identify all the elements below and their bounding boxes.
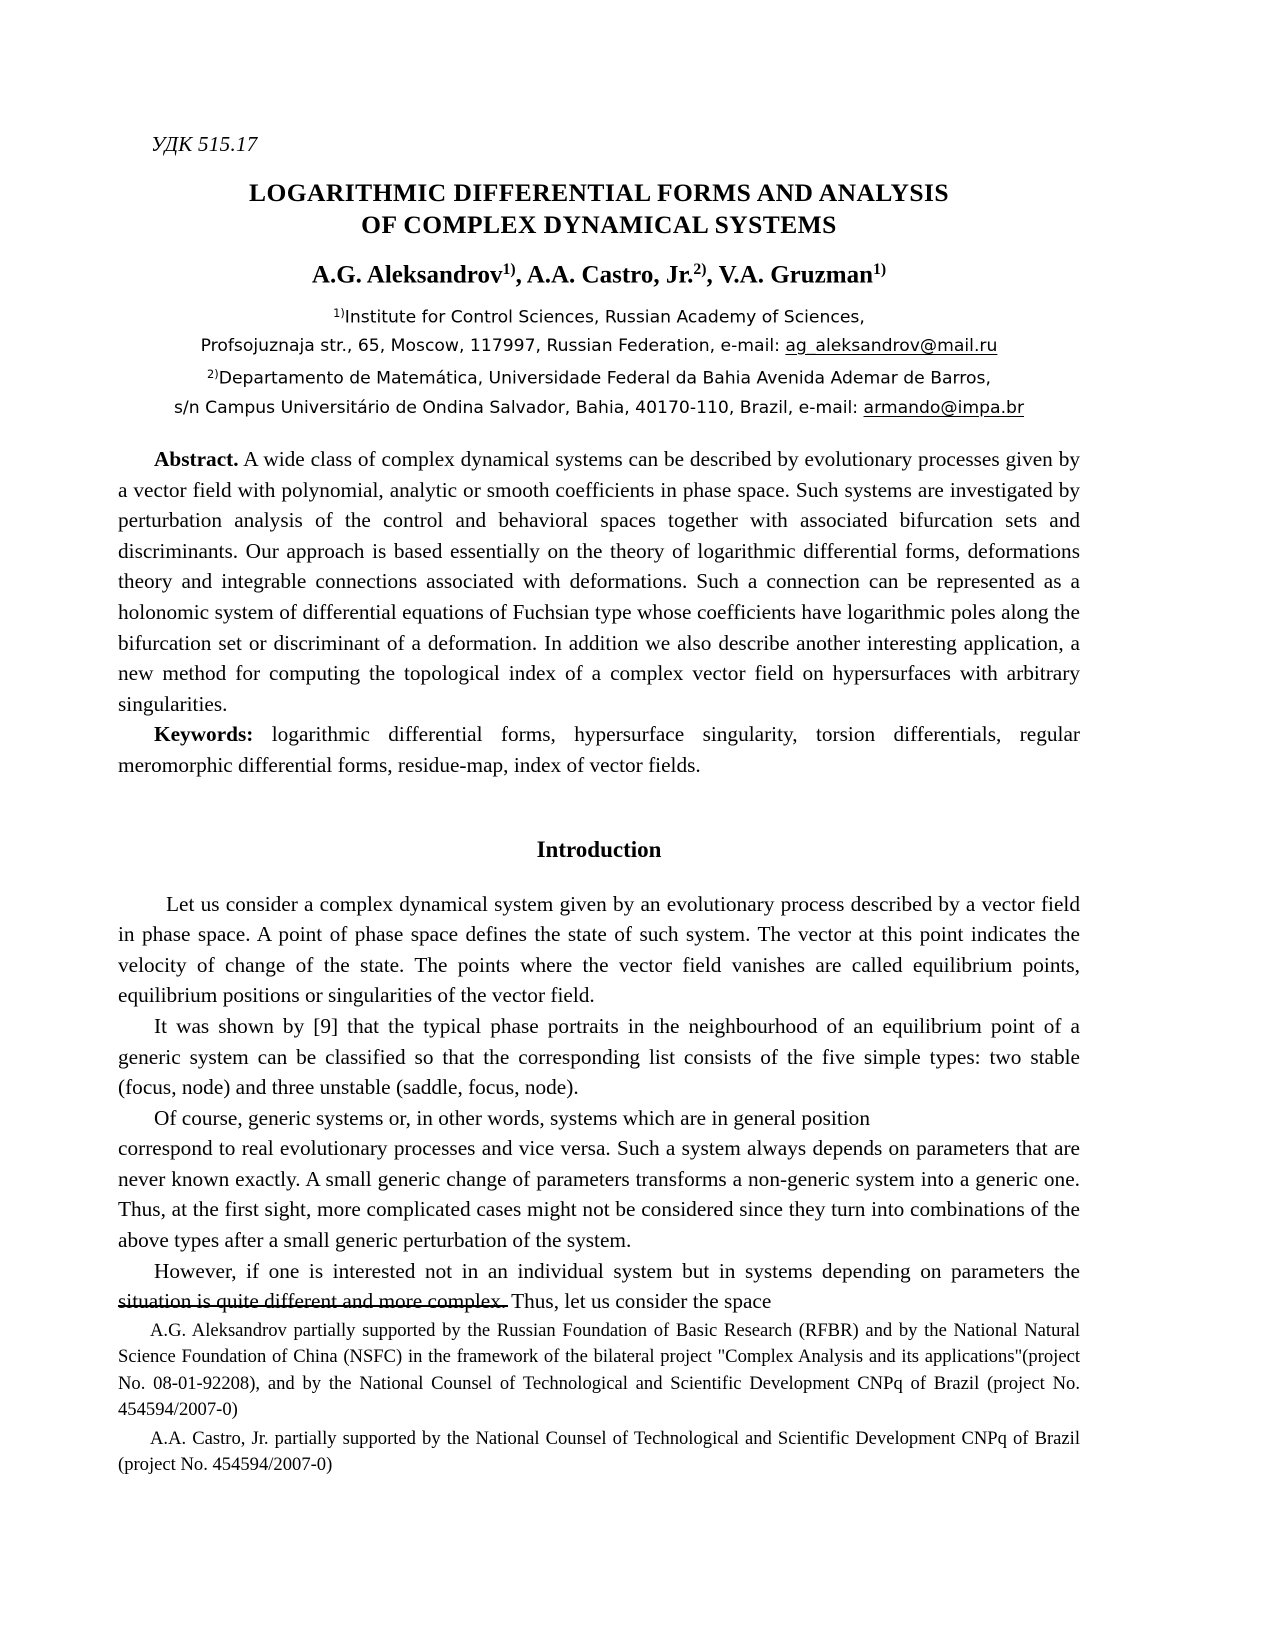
page-content (118, 132, 1080, 1317)
affiliation-line-4 (118, 394, 1080, 423)
body-paragraph-3-line-1: Of course, generic systems or, in other words, systems which are in general position (154, 1105, 870, 1130)
page-title (169, 177, 1029, 241)
author-separator-1: , (515, 261, 527, 289)
affiliation-line-3 (118, 360, 1080, 393)
title-line-2: OF COMPLEX DYNAMICAL SYSTEMS (361, 210, 837, 239)
abstract-label: Abstract. (154, 447, 239, 471)
affiliation-2-mark: 2) (207, 367, 219, 382)
author-list (118, 253, 1080, 293)
footnote-2: A.A. Castro, Jr. partially supported by the National Counsel of Technological and Scientific Development CNPq of Brazil (project No. 454594/2007-0) (118, 1427, 1080, 1476)
footnote-separator-rule (118, 1305, 508, 1307)
affiliation-1-address: Profsojuznaja str., 65, Moscow, 117997, Russian Federation, e-mail: (200, 335, 786, 356)
author-separator-2: , (706, 261, 719, 289)
affiliation-2-text: Departamento de Matemática, Universidade Federal da Bahia Avenida Ademar de Barros, (218, 369, 991, 389)
email-link-castro[interactable]: armando@impa.br (863, 397, 1025, 418)
author-3-affil-mark: 1) (872, 261, 887, 278)
abstract-paragraph (118, 444, 1080, 719)
title-line-1: LOGARITHMIC DIFFERENTIAL FORMS AND ANALYSIS (249, 178, 949, 207)
affiliation-line-1 (118, 299, 1080, 332)
keywords-text: logarithmic differential forms, hypersurface singularity, torsion differentials, regular meromorphic differential forms, residue-map, index of vector fields. (118, 722, 1080, 777)
keywords-label: Keywords: (154, 722, 254, 747)
affiliation-1-mark: 1) (333, 305, 345, 320)
body-paragraph-1: Let us consider a complex dynamical system given by an evolutionary process described by a vector field in phase space. A point of phase space defines the state of such system. The vector at this point indicates the velocity of change of the state. The points where the vector field vanishes are called equilibrium points, equilibrium positions or singularities of the vector field. (118, 891, 1080, 1008)
author-3-name: V.A. Gruzman (718, 261, 873, 289)
body-paragraph-2: It was shown by [9] that the typical phase portraits in the neighbourhood of an equilibrium point of a generic system can be classified so that the corresponding list consists of the five simple types: two stable (focus, node) and three unstable (saddle, focus, node). (118, 1013, 1080, 1100)
footnotes-block (118, 1305, 1080, 1480)
email-link-aleksandrov[interactable]: ag_aleksandrov@mail.ru (785, 335, 998, 356)
udc-code: УДК 515.17 (151, 132, 258, 156)
footnote-1: A.G. Aleksandrov partially supported by the Russian Foundation of Basic Research (RFBR) and by the National Natural Science Foundation of China (NSFC) in the framework of the bilateral project "Complex Analysis and its applications"(project No. 08-01-92208), and by the National Counsel of Technological and Scientific Development CNPq of Brazil (project No. 454594/2007-0) (118, 1320, 1080, 1421)
affiliation-1-text: Institute for Control Sciences, Russian Academy of Sciences, (344, 307, 865, 328)
author-2-name: A.A. Castro, Jr. (526, 261, 694, 289)
author-1-affil-mark: 1) (502, 261, 516, 278)
affiliations-block (118, 299, 1080, 422)
author-1-name: A.G. Aleksandrov (311, 261, 503, 289)
affiliation-2-address: s/n Campus Universitário de Ondina Salvador, Bahia, 40170-110, Brazil, e-mail: (173, 397, 864, 418)
abstract-text: A wide class of complex dynamical systems can be described by evolutionary processes given by a vector field with polynomial, analytic or smooth coefficients in phase space. Such systems are investigated by perturbation analysis of the control and behavioral spaces together with associated bifurcation sets and discriminants. Our approach is based essentially on the theory of logarithmic differential forms, deformations theory and integrable connections associated with deformations. Such a connection can be represented as a holonomic system of differential equations of Fuchsian type whose coefficients have logarithmic poles along the bifurcation set or discriminant of a deformation. In addition we also describe another interesting application, a new method for computing the topological index of a complex vector field on hypersurfaces with arbitrary singularities. (118, 447, 1080, 716)
author-2-affil-mark: 2) (693, 261, 707, 278)
affiliation-line-2 (118, 332, 1080, 361)
body-paragraph-3-rest: correspond to real evolutionary processes and vice versa. Such a system always depends on parameters that are never known exactly. A small generic change of parameters transforms a non-generic system into a generic one. Thus, at the first sight, more complicated cases might not be considered since they turn into combinations of the above types after a small generic perturbation of the system. (118, 1136, 1080, 1253)
section-heading-introduction: Introduction (536, 836, 662, 862)
keywords-paragraph (118, 719, 1080, 780)
body-paragraph-4: However, if one is interested not in an individual system but in systems depending on parameters the situation is quite different and more complex. Thus, let us consider the space (118, 1258, 1080, 1314)
